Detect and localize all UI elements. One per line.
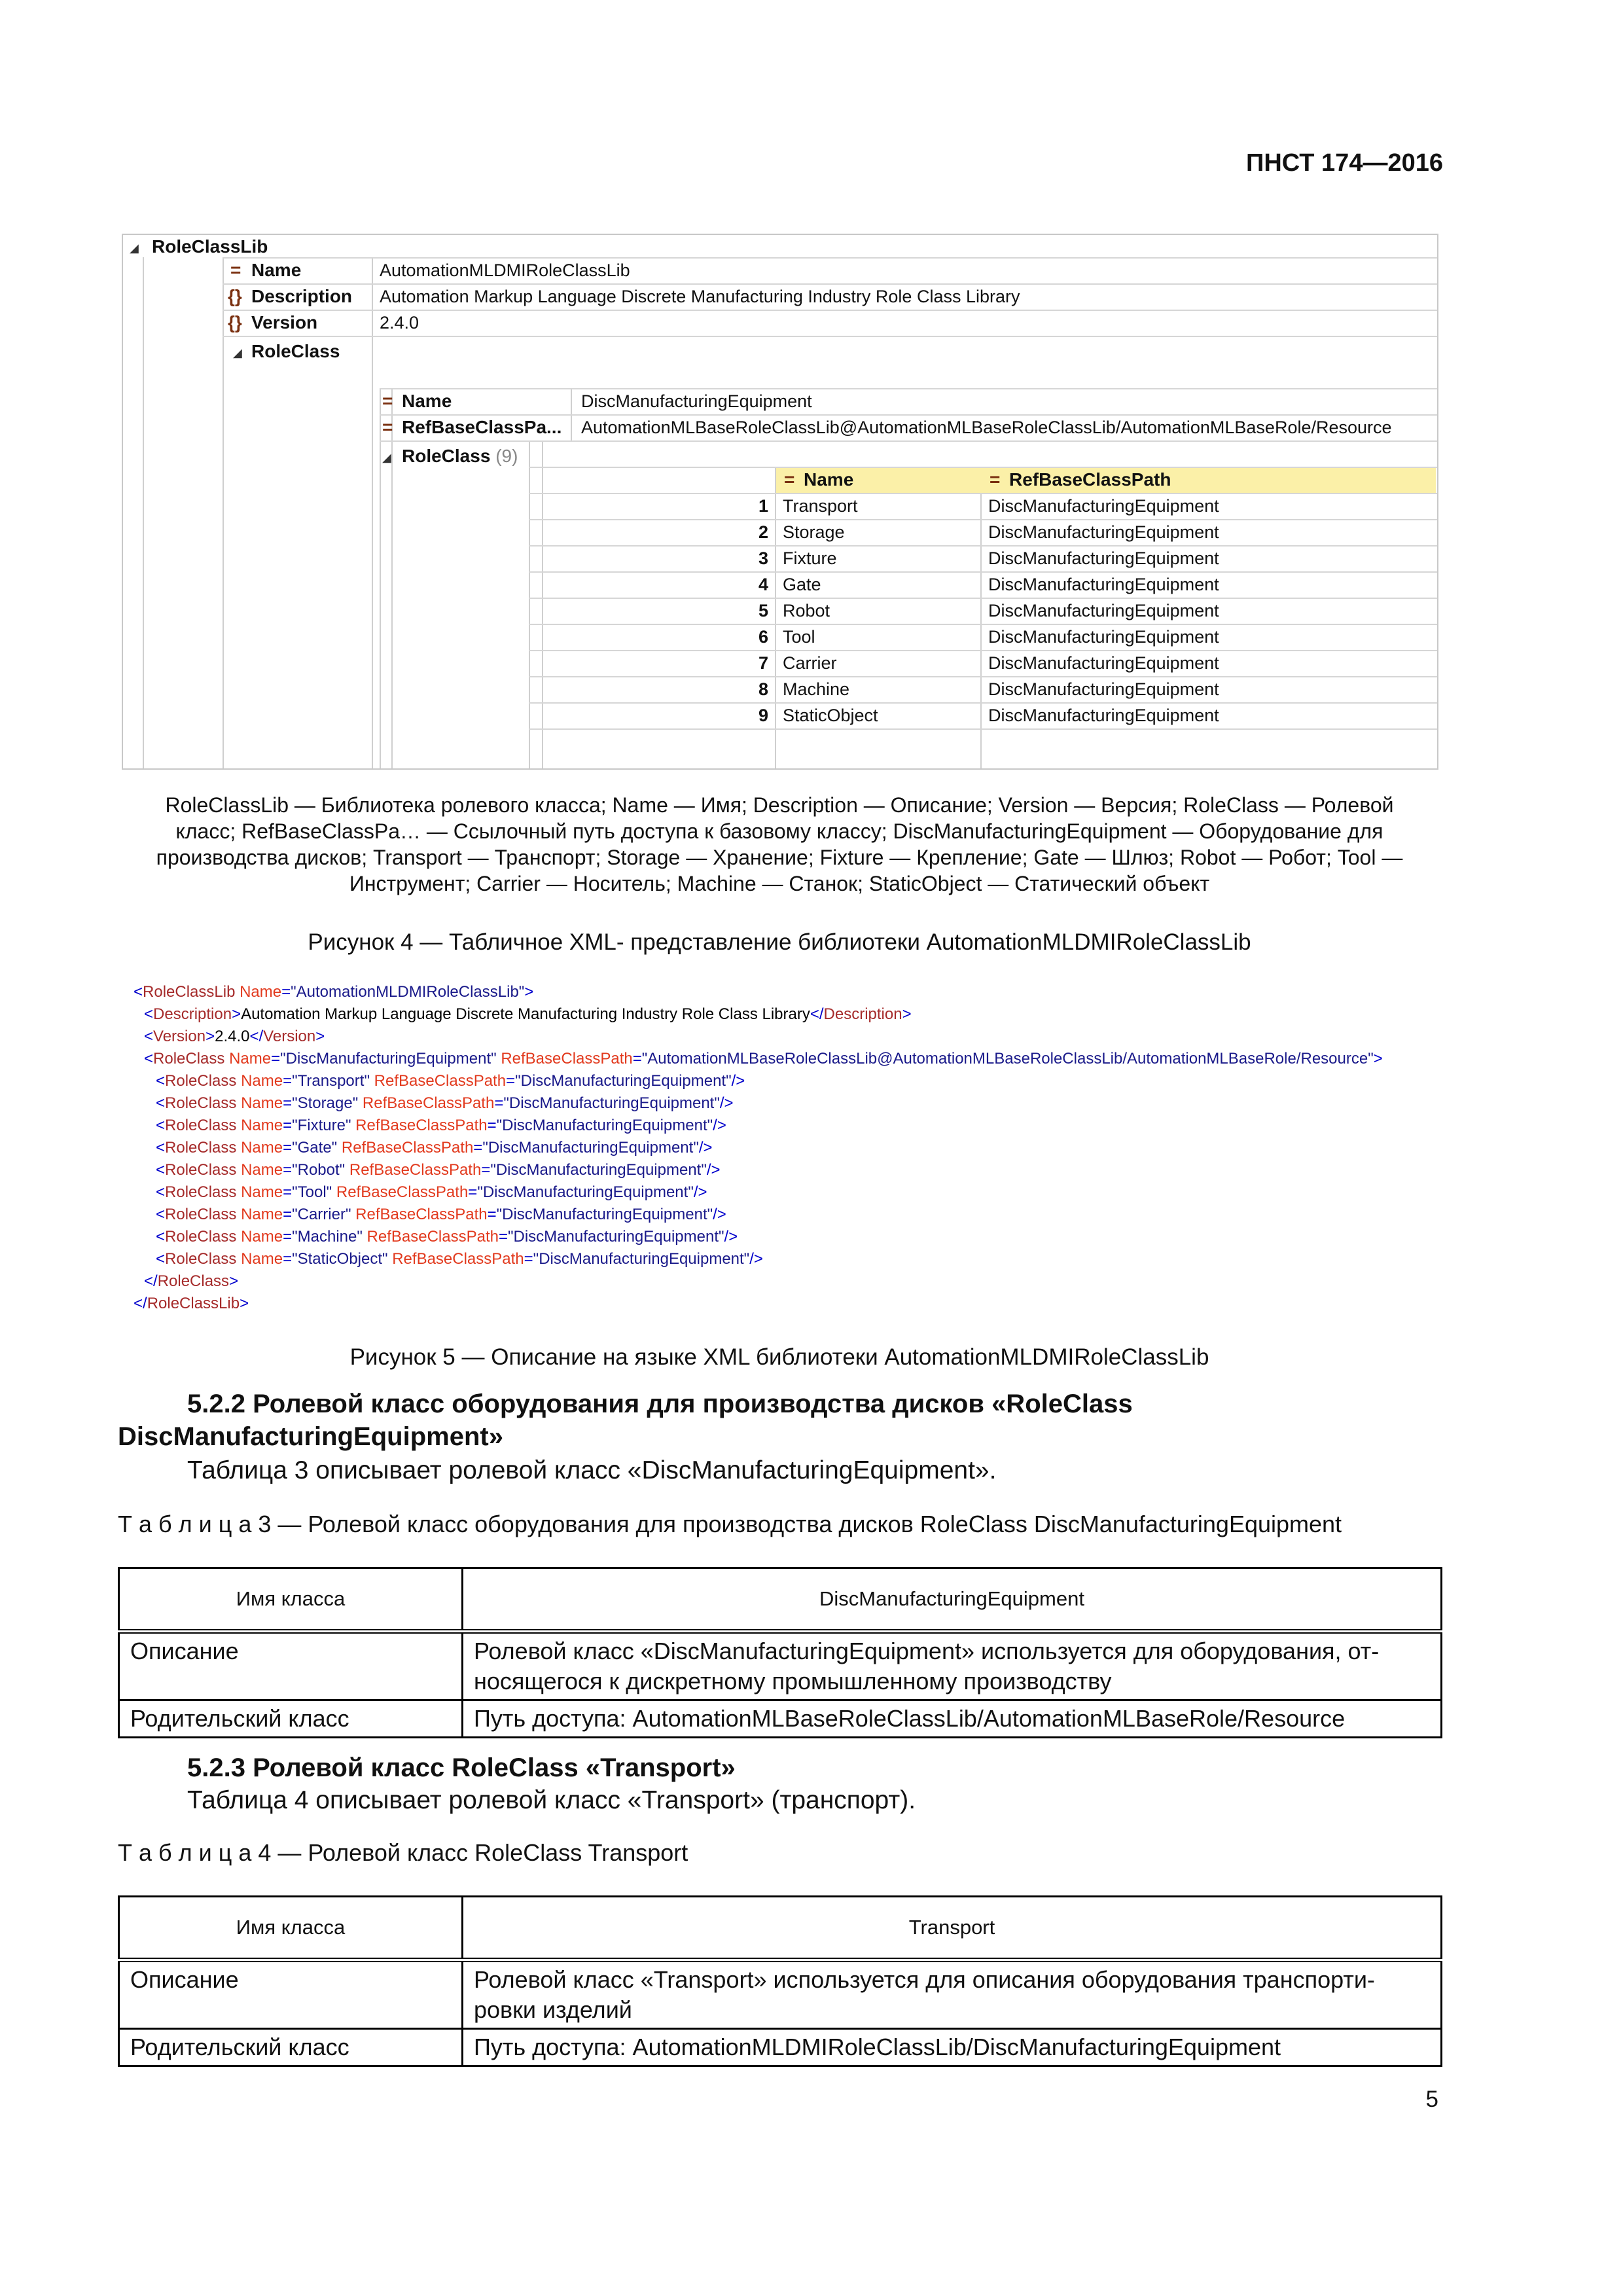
attr-description-value: Automation Markup Language Discrete Manufacturing Industry Role Class Library [380,287,1020,306]
figure-4-tree-table [122,234,1438,770]
braces-element-icon: {} [228,312,242,332]
xml-line-child-roleclass: <RoleClass Name="Machine" RefBaseClassPath="DiscManufacturingEquipment"/> [156,1228,738,1246]
page-number: 5 [1425,2087,1438,2112]
row-name: Fixture [783,548,837,568]
xml-line-child-roleclass: <RoleClass Name="Transport" RefBaseClassPath="DiscManufacturingEquipment"/> [156,1072,745,1090]
table-cell-parent-value: Путь доступа: AutomationMLBaseRoleClassLib/AutomationMLBaseRole/Resource [463,1700,1442,1738]
table-cell-description-label: Описание [119,1960,463,2029]
grid-header-refbase[interactable]: RefBaseClassPath [1009,469,1171,490]
row-number: 6 [758,627,768,647]
document-number: ПНСТ 174—2016 [1246,149,1443,177]
row-ref: DiscManufacturingEquipment [988,522,1219,542]
xml-line-child-roleclass: <RoleClass Name="StaticObject" RefBaseClassPath="DiscManufacturingEquipment"/> [156,1250,763,1268]
table-header-class-name: Имя класса [119,1568,463,1632]
xml-line-child-roleclass: <RoleClass Name="Gate" RefBaseClassPath="DiscManufacturingEquipment"/> [156,1139,713,1157]
equals-attribute-icon: = [382,417,393,437]
row-number: 2 [758,522,768,542]
figure-4-caption: Рисунок 4 — Табличное XML- представление библиотеки AutomationMLDMIRoleClassLib [308,929,1251,955]
figure-4-legend-line: RoleClassLib — Библиотека ролевого класса; Name — Имя; Description — Описание; Version — Версия; RoleClass — Ролевой [165,793,1394,817]
table-cell-parent-label: Родительский класс [119,1700,463,1738]
child-roleclass-label[interactable]: RoleClass (9) [402,446,518,466]
row-name: Machine [783,679,850,699]
section-5-2-2-heading-line1: 5.2.2 Ролевой класс оборудования для производства дисков «RoleClass [187,1390,1133,1418]
table-header-class-value: Transport [463,1897,1442,1960]
row-ref: DiscManufacturingEquipment [988,496,1219,516]
xml-line-roleclass-close: </RoleClass> [144,1272,239,1290]
equals-attribute-icon: = [230,260,241,280]
equals-attribute-icon: = [990,469,1001,490]
section-5-2-3-paragraph: Таблица 4 описывает ролевой класс «Transport» (транспорт). [187,1786,916,1814]
xml-line-child-roleclass: <RoleClass Name="Fixture" RefBaseClassPath="DiscManufacturingEquipment"/> [156,1117,726,1134]
table-cell-parent-label: Родительский класс [119,2029,463,2066]
table-header-class-value: DiscManufacturingEquipment [463,1568,1442,1632]
row-number: 3 [758,548,768,568]
row-ref: DiscManufacturingEquipment [988,548,1219,568]
collapse-triangle-icon[interactable]: ◢ [382,451,391,464]
table-cell-parent-value: Путь доступа: AutomationMLDMIRoleClassLib/DiscManufacturingEquipment [463,2029,1442,2066]
xml-line-lib-open: <RoleClassLib Name="AutomationMLDMIRoleClassLib"> [134,983,534,1001]
attr-description-label: Description [251,286,353,306]
roleclass-node-label[interactable]: RoleClass [251,341,340,361]
figure-4-legend-line: производства дисков; Transport — Транспорт; Storage — Хранение; Fixture — Крепление; Gate — Шлюз; Robot — Робот; Tool — [156,846,1403,869]
row-name: Transport [783,496,858,516]
attr-version-label: Version [251,312,318,332]
xml-line-version: <Version>2.4.0</Version> [144,1028,325,1045]
attr-name-label: Name [251,260,302,280]
row-name: Gate [783,575,821,594]
table-header-class-name: Имя класса [119,1897,463,1960]
table-4-caption: Т а б л и ц а 4 — Ролевой класс RoleClass Transport [118,1839,688,1866]
table-3 [118,1567,1442,1738]
row-name: Tool [783,627,815,647]
row-number: 4 [758,575,768,594]
row-ref: DiscManufacturingEquipment [988,601,1219,620]
xml-line-description: <Description>Automation Markup Language Discrete Manufacturing Industry Role Class Library</Description> [144,1005,912,1023]
attr-version-value: 2.4.0 [380,313,419,332]
row-number: 7 [758,653,768,673]
xml-line-roleclass-open: <RoleClass Name="DiscManufacturingEquipment" RefBaseClassPath="AutomationMLBaseRoleClassLib@AutomationMLBaseRoleClassLib/AutomationMLBaseRole/Resource"> [144,1050,1383,1067]
figure-5-caption: Рисунок 5 — Описание на языке XML библиотеки AutomationMLDMIRoleClassLib [349,1344,1209,1370]
row-name: Robot [783,601,830,620]
figure-4-legend-line: Инструмент; Carrier — Носитель; Machine — Станок; StaticObject — Статический объект [349,872,1210,895]
row-ref: DiscManufacturingEquipment [988,653,1219,673]
table-4 [118,1895,1442,2067]
xml-line-lib-close: </RoleClassLib> [134,1295,249,1312]
row-ref: DiscManufacturingEquipment [988,679,1219,699]
section-5-2-2-paragraph: Таблица 3 описывает ролевой класс «DiscManufacturingEquipment». [187,1456,997,1484]
row-name: Carrier [783,653,837,673]
braces-element-icon: {} [228,286,242,306]
roleclass-name-value: DiscManufacturingEquipment [581,391,812,411]
section-5-2-2-heading-line2: DiscManufacturingEquipment» [118,1422,503,1451]
row-number: 1 [758,496,768,516]
row-number: 9 [758,706,768,725]
xml-line-child-roleclass: <RoleClass Name="Robot" RefBaseClassPath="DiscManufacturingEquipment"/> [156,1161,721,1179]
figure-4-legend-line: класс; RefBaseClassPa… — Ссылочный путь доступа к базовому классу; DiscManufacturingEquipment — Оборудование для [175,819,1383,843]
row-name: Storage [783,522,845,542]
row-number: 5 [758,601,768,620]
equals-attribute-icon: = [382,391,393,411]
tree-root-label[interactable]: RoleClassLib [152,236,268,257]
figure-5-xml-listing [131,982,1440,1322]
row-name: StaticObject [783,706,878,725]
table-cell-description-label: Описание [119,1632,463,1700]
row-ref: DiscManufacturingEquipment [988,706,1219,725]
row-ref: DiscManufacturingEquipment [988,627,1219,647]
row-number: 8 [758,679,768,699]
table-cell-description-value: Ролевой класс «DiscManufacturingEquipment» используется для оборудования, от- носящегося к дискретному промышленному производству [463,1632,1442,1700]
xml-line-child-roleclass: <RoleClass Name="Storage" RefBaseClassPath="DiscManufacturingEquipment"/> [156,1094,734,1112]
row-ref: DiscManufacturingEquipment [988,575,1219,594]
table-3-caption: Т а б л и ц а 3 — Ролевой класс оборудования для производства дисков RoleClass DiscManufacturingEquipment [118,1511,1342,1537]
section-5-2-3-heading: 5.2.3 Ролевой класс RoleClass «Transport» [187,1753,736,1782]
roleclass-refbase-value: AutomationMLBaseRoleClassLib@AutomationMLBaseRoleClassLib/AutomationMLBaseRole/Resource [581,418,1392,437]
equals-attribute-icon: = [784,469,795,490]
collapse-triangle-icon[interactable]: ◢ [233,346,242,359]
collapse-triangle-icon[interactable]: ◢ [130,242,139,255]
attr-name-value: AutomationMLDMIRoleClassLib [380,260,630,280]
grid-header-name[interactable]: Name [804,469,854,490]
roleclass-refbase-label: RefBaseClassPa... [402,417,562,437]
xml-line-child-roleclass: <RoleClass Name="Carrier" RefBaseClassPath="DiscManufacturingEquipment"/> [156,1206,726,1223]
roleclass-name-label: Name [402,391,452,411]
table-cell-description-value: Ролевой класс «Transport» используется для описания оборудования транспорти- ровки изделий [463,1960,1442,2029]
xml-line-child-roleclass: <RoleClass Name="Tool" RefBaseClassPath="DiscManufacturingEquipment"/> [156,1183,707,1201]
